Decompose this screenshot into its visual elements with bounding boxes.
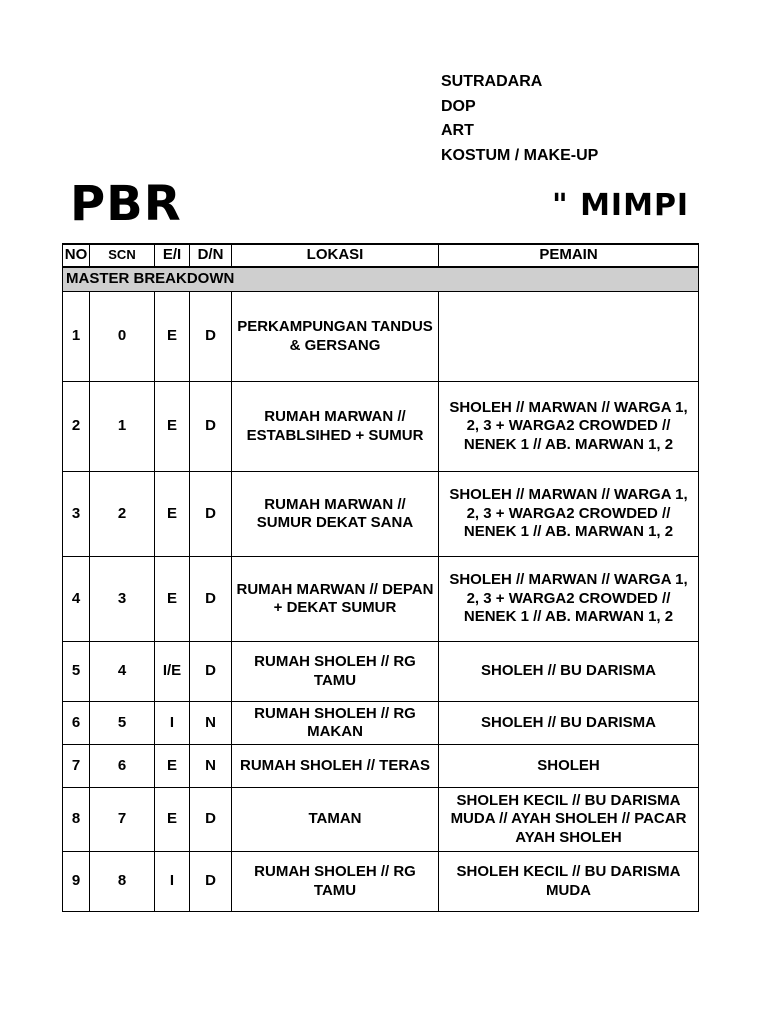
- cell-no: 3: [63, 472, 90, 557]
- cell-scn: 3: [90, 557, 155, 642]
- cell-ei: I/E: [155, 642, 190, 702]
- cell-scn: 6: [90, 745, 155, 788]
- section-row: [63, 267, 699, 292]
- cell-scn: 7: [90, 788, 155, 852]
- section-label: MASTER BREAKDOWN: [63, 267, 699, 292]
- table-row: [63, 382, 699, 472]
- cell-lokasi: RUMAH MARWAN // SUMUR DEKAT SANA: [232, 472, 439, 557]
- crew-field-kostum: KOSTUM / MAKE-UP: [441, 146, 599, 164]
- cell-scn: 0: [90, 292, 155, 382]
- cell-no: 8: [63, 788, 90, 852]
- crew-field-art: ART: [441, 122, 474, 139]
- table-header-row: [63, 244, 699, 267]
- col-header-lokasi: LOKASI: [232, 244, 439, 267]
- cell-no: 1: [63, 292, 90, 382]
- crew-field-sutradara: SUTRADARA: [441, 73, 543, 90]
- cell-dn: D: [190, 382, 232, 472]
- cell-lokasi: RUMAH SHOLEH // RG TAMU: [232, 642, 439, 702]
- cell-dn: D: [190, 557, 232, 642]
- col-header-scn: SCN: [90, 244, 155, 267]
- cell-scn: 8: [90, 852, 155, 912]
- cell-no: 5: [63, 642, 90, 702]
- cell-ei: E: [155, 292, 190, 382]
- col-header-pemain: PEMAIN: [439, 244, 699, 267]
- cell-pemain: SHOLEH KECIL // BU DARISMA MUDA: [439, 852, 699, 912]
- cell-no: 9: [63, 852, 90, 912]
- col-header-ei: E/I: [155, 244, 190, 267]
- cell-dn: D: [190, 852, 232, 912]
- page-title: " MIMPI: [552, 188, 690, 223]
- cell-ei: E: [155, 788, 190, 852]
- brand-logo: PBR: [70, 176, 182, 232]
- cell-ei: I: [155, 702, 190, 745]
- table-row: [63, 557, 699, 642]
- table-row: [63, 472, 699, 557]
- cell-ei: E: [155, 557, 190, 642]
- cell-dn: D: [190, 472, 232, 557]
- cell-no: 7: [63, 745, 90, 788]
- table-row: [63, 642, 699, 702]
- cell-dn: D: [190, 642, 232, 702]
- cell-lokasi: PERKAMPUNGAN TANDUS & GERSANG: [232, 292, 439, 382]
- cell-lokasi: RUMAH MARWAN // ESTABLSIHED + SUMUR: [232, 382, 439, 472]
- table-row: [63, 702, 699, 745]
- col-header-no: NO: [63, 244, 90, 267]
- cell-scn: 5: [90, 702, 155, 745]
- cell-ei: E: [155, 745, 190, 788]
- cell-lokasi: TAMAN: [232, 788, 439, 852]
- cell-pemain: SHOLEH // BU DARISMA: [439, 702, 699, 745]
- breakdown-table: [62, 243, 699, 912]
- cell-ei: I: [155, 852, 190, 912]
- cell-no: 4: [63, 557, 90, 642]
- cell-pemain: SHOLEH // MARWAN // WARGA 1, 2, 3 + WARGA2 CROWDED // NENEK 1 // AB. MARWAN 1, 2: [439, 382, 699, 472]
- cell-ei: E: [155, 472, 190, 557]
- cell-lokasi: RUMAH SHOLEH // TERAS: [232, 745, 439, 788]
- cell-lokasi: RUMAH SHOLEH // RG MAKAN: [232, 702, 439, 745]
- cell-scn: 2: [90, 472, 155, 557]
- cell-lokasi: RUMAH MARWAN // DEPAN + DEKAT SUMUR: [232, 557, 439, 642]
- table-row: [63, 852, 699, 912]
- table-row: [63, 745, 699, 788]
- cell-pemain: SHOLEH // MARWAN // WARGA 1, 2, 3 + WARGA2 CROWDED // NENEK 1 // AB. MARWAN 1, 2: [439, 472, 699, 557]
- crew-fields: [441, 70, 598, 168]
- cell-dn: D: [190, 292, 232, 382]
- cell-pemain: SHOLEH KECIL // BU DARISMA MUDA // AYAH SHOLEH // PACAR AYAH SHOLEH: [439, 788, 699, 852]
- table-row: [63, 292, 699, 382]
- cell-pemain: SHOLEH: [439, 745, 699, 788]
- cell-pemain: SHOLEH // BU DARISMA: [439, 642, 699, 702]
- cell-dn: N: [190, 745, 232, 788]
- cell-dn: N: [190, 702, 232, 745]
- cell-no: 2: [63, 382, 90, 472]
- cell-no: 6: [63, 702, 90, 745]
- cell-dn: D: [190, 788, 232, 852]
- cell-scn: 4: [90, 642, 155, 702]
- table-row: [63, 788, 699, 852]
- col-header-dn: D/N: [190, 244, 232, 267]
- crew-field-dop: DOP: [441, 97, 476, 115]
- cell-pemain: [439, 292, 699, 382]
- cell-ei: E: [155, 382, 190, 472]
- cell-scn: 1: [90, 382, 155, 472]
- cell-lokasi: RUMAH SHOLEH // RG TAMU: [232, 852, 439, 912]
- cell-pemain: SHOLEH // MARWAN // WARGA 1, 2, 3 + WARGA2 CROWDED // NENEK 1 // AB. MARWAN 1, 2: [439, 557, 699, 642]
